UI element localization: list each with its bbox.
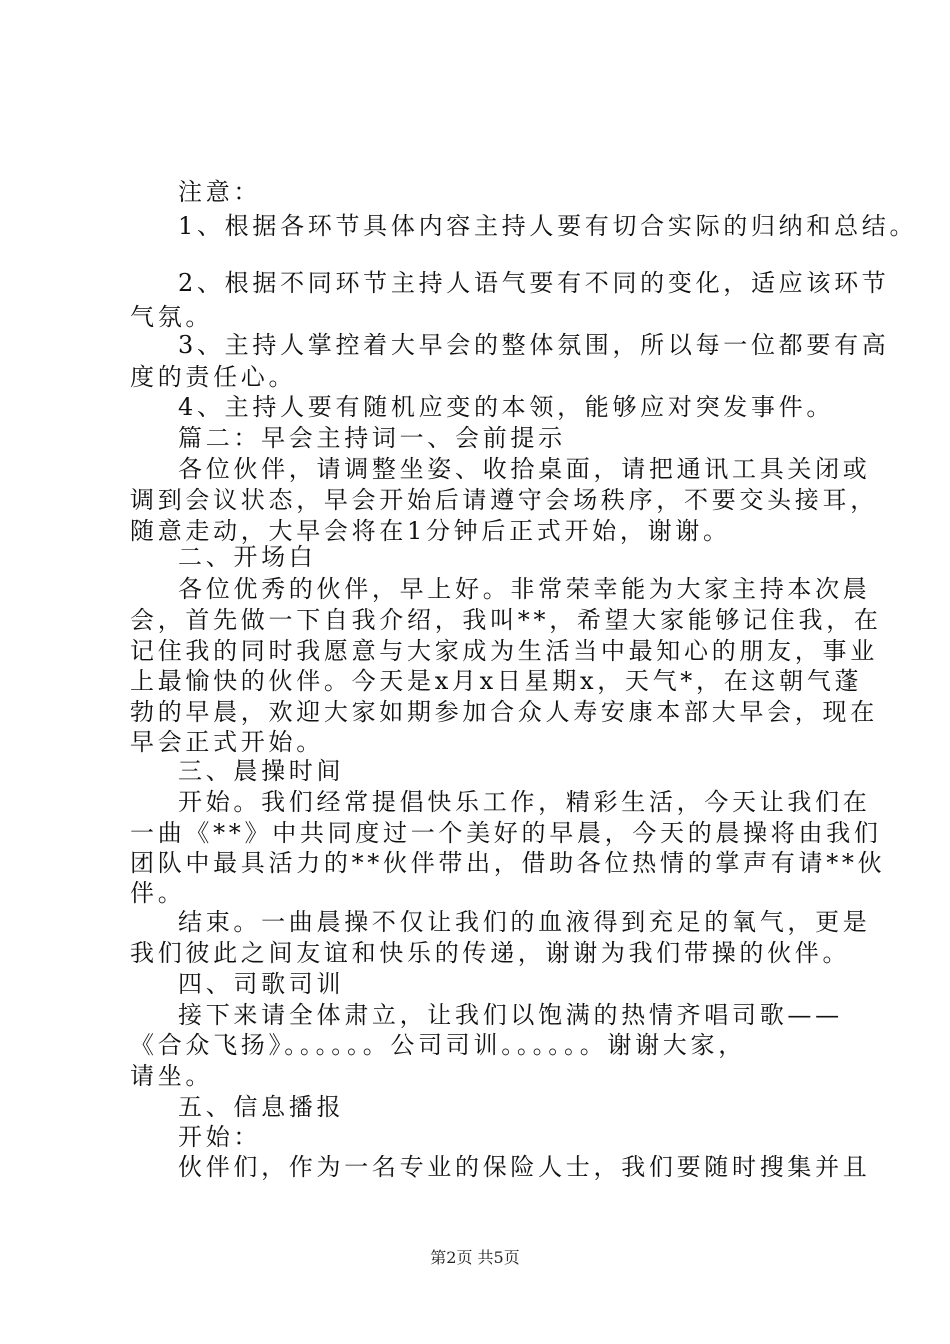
text-line: 篇二：早会主持词一、会前提示 — [178, 424, 566, 452]
text-line: 《合众飞扬》。。。。。。公司司训。。。。。。谢谢大家， — [130, 1031, 746, 1059]
text-line: 记住我的同时我愿意与大家成为生活当中最知心的朋友，事业 — [130, 637, 878, 665]
text-line: 调到会议状态，早会开始后请遵守会场秩序，不要交头接耳， — [130, 486, 878, 514]
text-line: 我们彼此之间友谊和快乐的传递，谢谢为我们带操的伙伴。 — [130, 939, 851, 967]
text-line: 开始： — [178, 1123, 262, 1151]
text-line: 团队中最具活力的**伙伴带出，借助各位热情的掌声有请**伙 — [130, 849, 886, 877]
text-line: 勃的早晨，欢迎大家如期参加合众人寿安康本部大早会，现在 — [130, 698, 878, 726]
text-line: 二、开场白 — [178, 543, 317, 571]
text-line: 三、晨操时间 — [178, 757, 345, 785]
text-line: 请坐。 — [130, 1062, 214, 1090]
text-line: 上最愉快的伙伴。今天是x月x日星期x，天气*，在这朝气蓬 — [130, 667, 863, 695]
text-line: 会，首先做一下自我介绍，我叫**，希望大家能够记住我，在 — [130, 606, 882, 634]
text-line: 各位优秀的伙伴，早上好。非常荣幸能为大家主持本次晨 — [178, 575, 871, 603]
text-line: 接下来请全体肃立，让我们以饱满的热情齐唱司歌—— — [178, 1001, 843, 1029]
text-line: 4、主持人要有随机应变的本领，能够应对突发事件。 — [178, 393, 835, 421]
text-line: 度的责任心。 — [130, 363, 297, 391]
text-line: 一曲《**》中共同度过一个美好的早晨，今天的晨操将由我们 — [130, 819, 882, 847]
text-line: 五、信息播报 — [178, 1093, 345, 1121]
text-line: 3、主持人掌控着大早会的整体氛围，所以每一位都要有高 — [178, 331, 890, 359]
text-line: 伙伴们，作为一名专业的保险人士，我们要随时搜集并且 — [178, 1153, 871, 1181]
text-line: 四、司歌司训 — [178, 970, 345, 998]
text-line: 伴。 — [130, 879, 186, 907]
text-line: 结束。一曲晨操不仅让我们的血液得到充足的氧气，更是 — [178, 908, 871, 936]
text-line: 随意走动，大早会将在1分钟后正式开始，谢谢。 — [130, 517, 731, 545]
text-line: 气氛。 — [130, 303, 214, 331]
page-number-footer: 第2页 共5页 — [430, 1248, 520, 1267]
text-line: 各位伙伴，请调整坐姿、收拾桌面，请把通讯工具关闭或 — [178, 455, 871, 483]
text-line: 早会正式开始。 — [130, 728, 324, 756]
text-line: 注意： — [178, 178, 262, 206]
text-line: 开始。我们经常提倡快乐工作，精彩生活，今天让我们在 — [178, 788, 871, 816]
text-line: 1、根据各环节具体内容主持人要有切合实际的归纳和总结。 — [178, 212, 918, 240]
text-line: 2、根据不同环节主持人语气要有不同的变化，适应该环节 — [178, 269, 890, 297]
